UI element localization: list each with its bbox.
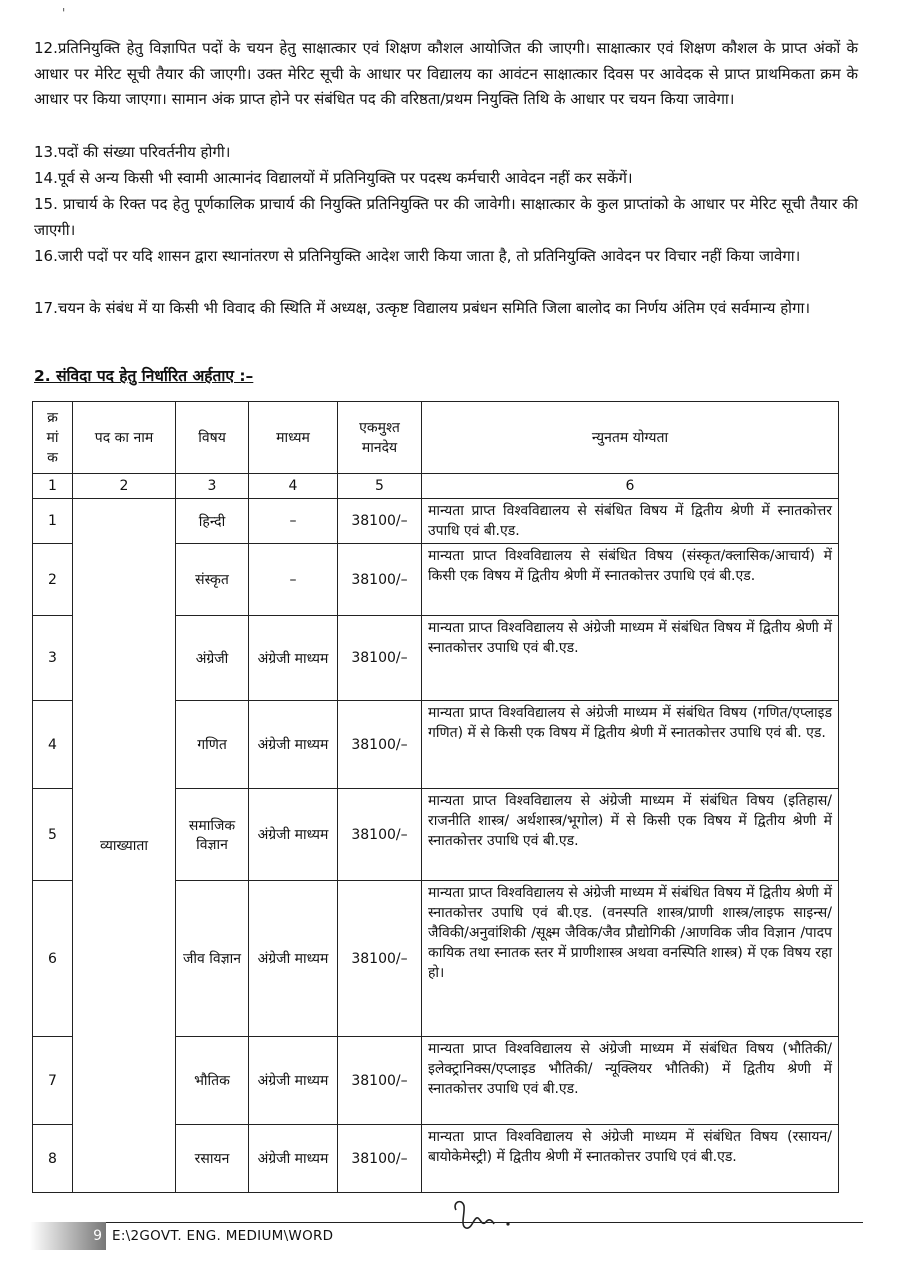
row-sno: 1 bbox=[33, 499, 73, 544]
point-17: 17.चयन के संबंध में या किसी भी विवाद की स्थिति में अध्यक्ष, उत्कृष्ट विद्यालय प्रबंधन समिति जिला बालोद का निर्णय अंतिम एवं सर्वमान्य होगा। bbox=[34, 299, 811, 317]
row-qualification: मान्यता प्राप्त विश्वविद्यालय से अंग्रेजी माध्यम में संबंधित विषय (गणित/एप्लाइड गणित) में से किसी एक विषय में द्वितीय श्रेणी में स्नातकोत्तर उपाधि एवं बी. एड. bbox=[422, 701, 839, 789]
row-medium: – bbox=[249, 544, 338, 616]
header-sno: क्र मां क bbox=[33, 402, 73, 474]
row-qualification: मान्यता प्राप्त विश्वविद्यालय से संबंधित विषय (संस्कृत/क्लासिक/आचार्य) में किसी एक विषय में द्वितीय श्रेणी में स्नातकोत्तर उपाधि एवं बी.एड. bbox=[422, 544, 839, 616]
row-medium: अंग्रेजी माध्यम bbox=[249, 616, 338, 701]
row-pay: 38100/– bbox=[338, 544, 422, 616]
header-qualification: न्युनतम योग्यता bbox=[422, 402, 839, 474]
scan-mark: ' bbox=[62, 6, 66, 20]
row-medium: अंग्रेजी माध्यम bbox=[249, 1125, 338, 1193]
row-pay: 38100/– bbox=[338, 616, 422, 701]
row-sno: 2 bbox=[33, 544, 73, 616]
column-number-row bbox=[33, 474, 839, 499]
point-14: 14.पूर्व से अन्य किसी भी स्वामी आत्मानंद विद्यालयों में प्रतिनियुक्ति पर पदस्थ कर्मचारी आवेदन नहीं कर सकेंगें। bbox=[34, 169, 633, 187]
row-qualification: मान्यता प्राप्त विश्वविद्यालय से संबंधित विषय में द्वितीय श्रेणी में स्नातकोत्तर उपाधि एवं बी.एड. bbox=[422, 499, 839, 544]
row-pay: 38100/– bbox=[338, 881, 422, 1037]
signature-mark bbox=[448, 1196, 528, 1236]
row-medium: अंग्रेजी माध्यम bbox=[249, 789, 338, 881]
table-row bbox=[33, 499, 839, 544]
column-number: 2 bbox=[73, 474, 176, 499]
row-sno: 7 bbox=[33, 1037, 73, 1125]
column-number: 6 bbox=[422, 474, 839, 499]
column-number: 3 bbox=[176, 474, 249, 499]
row-qualification: मान्यता प्राप्त विश्वविद्यालय से अंग्रेजी माध्यम में संबंधित विषय में द्वितीय श्रेणी में स्नातकोत्तर उपाधि एवं बी.एड. (वनस्पति शास्त्र/प्राणी शास्त्र/लाइफ साइन्स/ जैविकी/अनुवांशिकी /सूक्ष्म जैविक/जैव प्रौद्योगिकी /आणविक जीव विज्ञान /पादप कायिक तथा स्नातक स्तर में प्राणीशास्त्र अथवा वनस्पिति शास्त्र) में एक विषय रहा हो। bbox=[422, 881, 839, 1037]
point-13: 13.पदों की संख्या परिवर्तनीय होगी। bbox=[34, 143, 231, 161]
row-sno: 3 bbox=[33, 616, 73, 701]
row-medium: अंग्रेजी माध्यम bbox=[249, 701, 338, 789]
row-pay: 38100/– bbox=[338, 1037, 422, 1125]
row-subject: गणित bbox=[176, 701, 249, 789]
column-number: 4 bbox=[249, 474, 338, 499]
row-sno: 5 bbox=[33, 789, 73, 881]
row-medium: अंग्रेजी माध्यम bbox=[249, 881, 338, 1037]
qualification-table bbox=[32, 401, 839, 1193]
row-subject: संस्कृत bbox=[176, 544, 249, 616]
post-name-cell: व्याख्याता bbox=[73, 499, 176, 1193]
header-subject: विषय bbox=[176, 402, 249, 474]
row-subject: हिन्दी bbox=[176, 499, 249, 544]
header-honorarium: एकमुश्त मानदेय bbox=[338, 402, 422, 474]
row-medium: – bbox=[249, 499, 338, 544]
point-12: 12.प्रतिनियुक्ति हेतु विज्ञापित पदों के चयन हेतु साक्षात्कार एवं शिक्षण कौशल आयोजित की जाएगी। साक्षात्कार एवं शिक्षण कौशल के प्राप्त अंकों के आधार पर मेरिट सूची तैयार की जाएगी। उक्त मेरिट सूची के आधार पर विद्यालय का आवंटन साक्षात्कार दिवस पर आवेदक से प्राप्त प्राथमिकता क्रम के आधार पर किया जाएगा। सामान अंक प्राप्त होने पर संबंधित पद की वरिष्ठता/प्रथम नियुक्ति तिथि के आधार पर चयन किया जावेगा। bbox=[34, 39, 858, 108]
row-medium: अंग्रेजी माध्यम bbox=[249, 1037, 338, 1125]
row-subject: भौतिक bbox=[176, 1037, 249, 1125]
row-sno: 8 bbox=[33, 1125, 73, 1193]
row-qualification: मान्यता प्राप्त विश्वविद्यालय से अंग्रेजी माध्यम में संबंधित विषय (इतिहास/राजनीति शास्त्र/ अर्थशास्त्र/भूगोल) में से किसी एक विषय में द्वितीय श्रेणी में स्नातकोत्तर उपाधि एवं बी.एड. bbox=[422, 789, 839, 881]
row-subject: जीव विज्ञान bbox=[176, 881, 249, 1037]
row-subject: समाजिक विज्ञान bbox=[176, 789, 249, 881]
header-post: पद का नाम bbox=[73, 402, 176, 474]
row-sno: 6 bbox=[33, 881, 73, 1037]
row-pay: 38100/– bbox=[338, 789, 422, 881]
row-pay: 38100/– bbox=[338, 701, 422, 789]
header-medium: माध्यम bbox=[249, 402, 338, 474]
row-qualification: मान्यता प्राप्त विश्वविद्यालय से अंग्रेजी माध्यम में संबंधित विषय में द्वितीय श्रेणी में स्नातकोत्तर उपाधि एवं बी.एड. bbox=[422, 616, 839, 701]
column-number: 1 bbox=[33, 474, 73, 499]
point-15: 15. प्राचार्य के रिक्त पद हेतु पूर्णकालिक प्राचार्य की नियुक्ति प्रतिनियुक्ति पर की जावेगी। साक्षात्कार के कुल प्राप्तांको के आधार पर मेरिट सूची तैयार की जाएगी। bbox=[34, 195, 858, 239]
row-qualification: मान्यता प्राप्त विश्वविद्यालय से अंग्रेजी माध्यम में संबंधित विषय (भौतिकी/इलेक्ट्रानिक्स/एप्लाइड भौतिकी/ न्यूक्लियर भौतिकी) में द्वितीय श्रेणी में स्नातकोत्तर उपाधि एवं बी.एड. bbox=[422, 1037, 839, 1125]
row-qualification: मान्यता प्राप्त विश्वविद्यालय से अंग्रेजी माध्यम में संबंधित विषय (रसायन/बायोकेमेस्ट्री) में द्वितीय श्रेणी में स्नातकोत्तर उपाधि एवं बी.एड. bbox=[422, 1125, 839, 1193]
row-pay: 38100/– bbox=[338, 1125, 422, 1193]
file-path: E:\2GOVT. ENG. MEDIUM\WORD bbox=[112, 1228, 334, 1244]
point-16: 16.जारी पदों पर यदि शासन द्वारा स्थानांतरण से प्रतिनियुक्ति आदेश जारी किया जाता है, तो प्रतिनियुक्ति आवेदन पर विचार नहीं किया जावेगा। bbox=[34, 247, 801, 265]
section-heading: 2. संविदा पद हेतु निर्धारित अर्हताए :– bbox=[34, 367, 254, 385]
row-sno: 4 bbox=[33, 701, 73, 789]
table-header-row bbox=[33, 402, 839, 474]
page-number: 9 bbox=[30, 1222, 106, 1250]
column-number: 5 bbox=[338, 474, 422, 499]
row-subject: अंग्रेजी bbox=[176, 616, 249, 701]
row-pay: 38100/– bbox=[338, 499, 422, 544]
row-subject: रसायन bbox=[176, 1125, 249, 1193]
